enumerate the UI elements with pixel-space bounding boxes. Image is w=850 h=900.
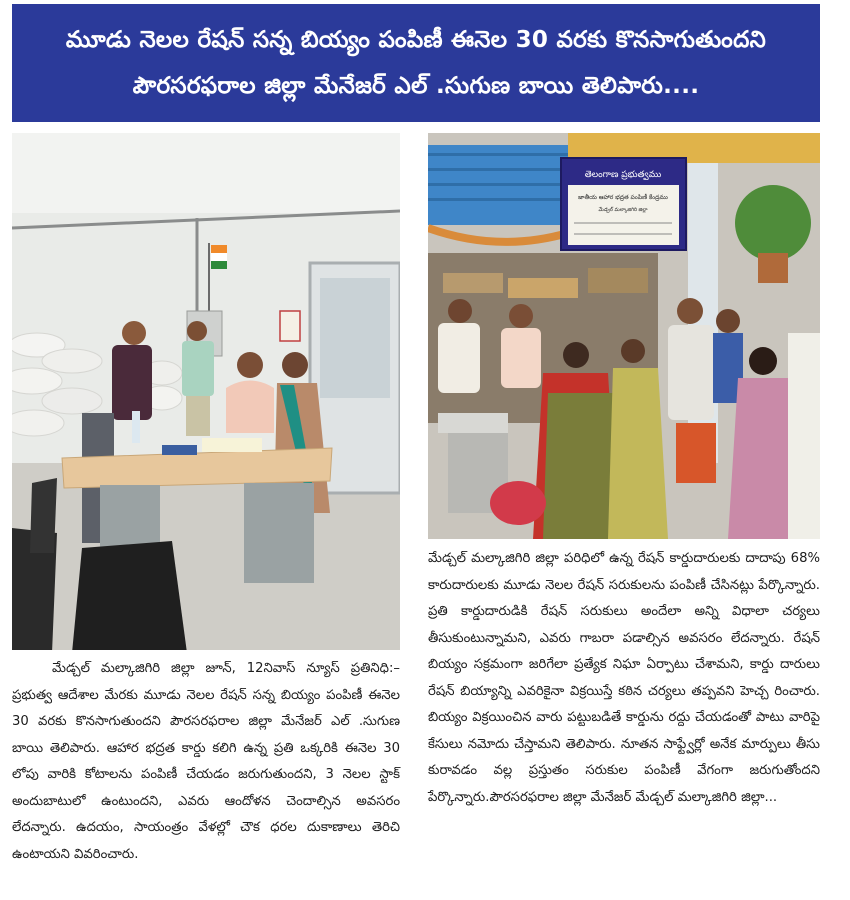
photo-ration-shop xyxy=(428,133,820,539)
headline-line-2: పౌరసరఫరాల జిల్లా మేనేజర్ ఎల్ .సుగుణ బాయి తెలిపారు.... xyxy=(132,73,700,99)
headline-line-1: మూడు నెలల రేషన్ సన్న బియ్యం పంపిణీ ఈనెల 30 వరకు కొనసాగుతుందని xyxy=(65,27,767,53)
article-column-left: మేడ్చల్ మల్కాజిగిరి జిల్లా జూన్, 12నివాస్ న్యూస్ ప్రతినిధి:– ప్రభుత్వ ఆదేశాల మేరకు మూడు నెలల రేషన్ సన్న బియ్యం పంపిణీ ఈనెల 30 వరకు కొనసాగుతుందని పౌరసరఫరాల జిల్లా మేనేజర్ ఎల్ .సుగుణ బాయి తెలిపారు. ఆహార భద్రత కార్డు కలిగి ఉన్న ప్రతి ఒక్కరికి ఈనెల 30 లోపు వారికి కోటాలను పంపిణీ చేయడం జరుగుతుందని, 3 నెలల స్టాక్ అందుబాటులో ఉంటుందని, ఎవరు ఆందోళన చెందాల్సిన అవసరం లేదన్నారు. ఉదయం, సాయంత్రం వేళల్లో చౌక ధరల దుకాణాలు తెరిచి ఉంటాయని వివరించారు. xyxy=(12,661,400,862)
board-line-2: మేడ్చల్ మల్కాజిగిరి జిల్లా xyxy=(598,207,648,213)
photo-office-meeting xyxy=(12,133,400,650)
photo-office-meeting-illustration xyxy=(12,133,400,650)
photo-ration-shop-illustration xyxy=(428,133,820,539)
board-title: తెలంగాణ ప్రభుత్వము xyxy=(584,170,662,180)
board-line-1: జాతీయ ఆహార భద్రత పంపిణీ కేంద్రము xyxy=(578,194,668,201)
headline-banner xyxy=(12,4,820,122)
article-column-right: మేడ్చల్ మల్కాజిగిరి జిల్లా పరిధిలో ఉన్న రేషన్ కార్డుదారులకు దాదాపు 68% కారుదారులకు మూడు నెలల రేషన్ సరుకులను పంపిణీ చేసినట్లు పేర్కొన్నారు. ప్రతి కార్డుదారుడికి రేషన్ సరుకులు అందేలా అన్ని విధాలా చర్యలు తీసుకుంటున్నామని, ఎవరు గాబరా పడాల్సిన అవసరం లేదన్నారు. రేషన్ బియ్యం సక్రమంగా జరిగేలా ప్రత్యేక నిఘా ఏర్పాటు చేశామని, కార్డు దారులు రేషన్ బియ్యాన్ని ఎవరికైనా విక్రయిస్తే కఠిన చర్యలు తప్పవని హెచ్చ రించారు. బియ్యం విక్రయించిన వారు పట్టుబడితే కార్డును రద్దు చేయడంతో పాటు వారిపై కేసులు నమోదు చేస్తామని తెలిపారు. నూతన సాఫ్ట్వేర్లో అనేక మార్పులు తీసు కురావడం వల్ల ప్రస్తుతం సరుకుల పంపిణీ వేగంగా జరుగుతోందని పేర్కొన్నారు.పౌరసరఫరాల జిల్లా మేనేజర్ మేడ్చల్ మల్కాజిగిరి జిల్లా... xyxy=(428,551,820,805)
